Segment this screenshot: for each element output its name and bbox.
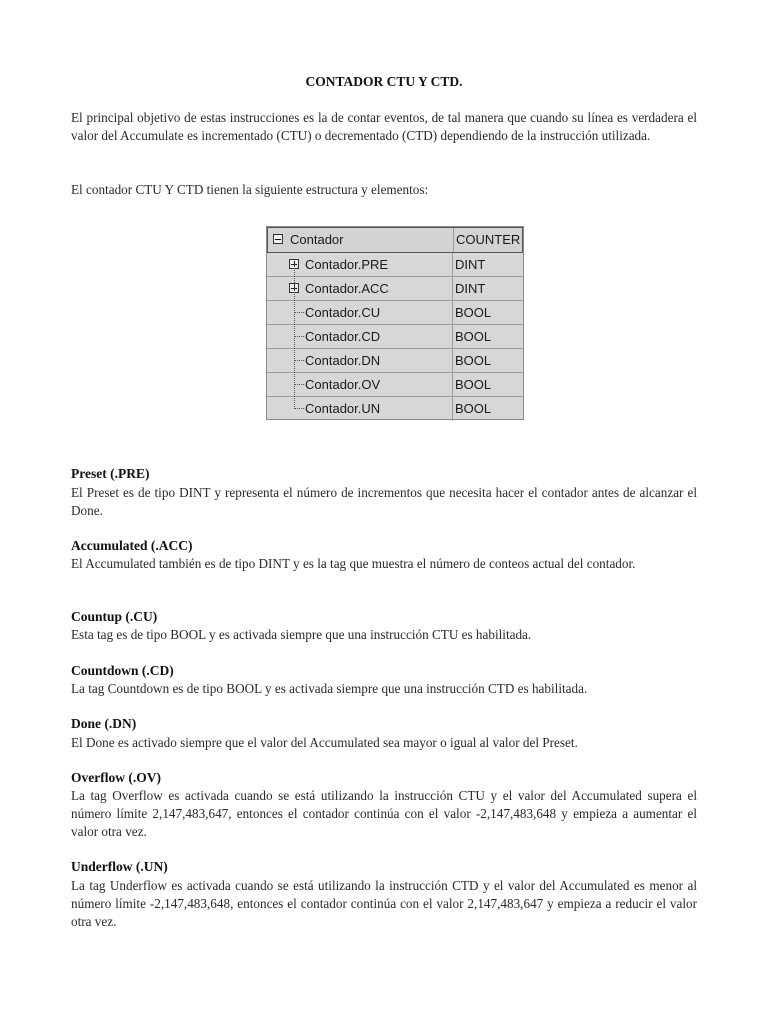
- tag-name: Contador.PRE: [305, 257, 389, 272]
- section-title-overflow: Overflow (.OV): [71, 770, 161, 785]
- tag-type: BOOL: [455, 305, 492, 320]
- tag-name: Contador.CU: [305, 305, 381, 320]
- tag-type: BOOL: [455, 329, 492, 344]
- tag-row-acc: [267, 277, 523, 301]
- tag-name: Contador.UN: [305, 401, 381, 416]
- tag-row-cu: [267, 301, 523, 325]
- tag-row-un: [267, 397, 523, 421]
- tag-type: COUNTER: [456, 232, 521, 247]
- tag-name: Contador.DN: [305, 353, 381, 368]
- structure-paragraph: El contador CTU Y CTD tienen la siguiente estructura y elementos:: [71, 182, 429, 197]
- section-body-accumulated: El Accumulated también es de tipo DINT y es la tag que muestra el número de conteos actual del contador.: [71, 556, 636, 571]
- section-title-preset: Preset (.PRE): [71, 466, 150, 481]
- tag-type: BOOL: [455, 377, 492, 392]
- collapse-minus-icon: [273, 234, 283, 244]
- tag-name: Contador.ACC: [305, 281, 389, 296]
- tree-connector: [294, 312, 304, 313]
- tag-row-ov: [267, 373, 523, 397]
- tree-connector: [294, 408, 304, 409]
- tag-row-pre: [267, 253, 523, 277]
- document-title: CONTADOR CTU Y CTD.: [305, 74, 463, 89]
- counter-tag-structure-table: [266, 226, 524, 420]
- intro-paragraph: El principal objetivo de estas instrucciones es la de contar eventos, de tal manera que cuando su línea es verdadera el valor del Accumulate es incrementado (CTU) o decrementado (CTD) dependiendo de la instrucción utilizada.: [71, 110, 697, 143]
- tag-type: BOOL: [455, 353, 492, 368]
- tag-type: DINT: [455, 257, 486, 272]
- section-body-overflow: La tag Overflow es activada cuando se está utilizando la instrucción CTU y el valor del Accumulated supera el número límite 2,147,483,647, entonces el contador continúa con el valor -2,147,483,648 y empieza a aumentar el valor otra vez.: [71, 788, 697, 839]
- tree-trunk-line: [294, 264, 295, 409]
- section-body-underflow: La tag Underflow es activada cuando se está utilizando la instrucción CTD y el valor del Accumulated es menor al número límite -2,147,483,648, entonces el contador continúa con el valor 2,147,483,647 y empieza a reducir el valor otra vez.: [71, 878, 697, 929]
- tag-type: BOOL: [455, 401, 492, 416]
- tag-row-cd: [267, 325, 523, 349]
- section-title-done: Done (.DN): [71, 716, 137, 731]
- section-body-countup: Esta tag es de tipo BOOL y es activada siempre que una instrucción CTU es habilitada.: [71, 627, 532, 642]
- tag-name: Contador: [290, 232, 344, 247]
- section-title-underflow: Underflow (.UN): [71, 859, 168, 874]
- section-title-countdown: Countdown (.CD): [71, 663, 174, 678]
- tree-connector: [294, 336, 304, 337]
- section-title-accumulated: Accumulated (.ACC): [71, 538, 193, 553]
- tree-connector: [294, 360, 304, 361]
- section-body-preset: El Preset es de tipo DINT y representa el número de incrementos que necesita hacer el contador antes de alcanzar el Done.: [71, 485, 697, 518]
- tag-name: Contador.CD: [305, 329, 381, 344]
- tag-row-contador: [267, 227, 523, 253]
- tag-type: DINT: [455, 281, 486, 296]
- section-title-countup: Countup (.CU): [71, 609, 158, 624]
- section-body-countdown: La tag Countdown es de tipo BOOL y es activada siempre que una instrucción CTD es habilitada.: [71, 681, 588, 696]
- section-body-done: El Done es activado siempre que el valor del Accumulated sea mayor o igual al valor del Preset.: [71, 735, 578, 750]
- tag-row-dn: [267, 349, 523, 373]
- tag-name: Contador.OV: [305, 377, 381, 392]
- tree-connector: [294, 384, 304, 385]
